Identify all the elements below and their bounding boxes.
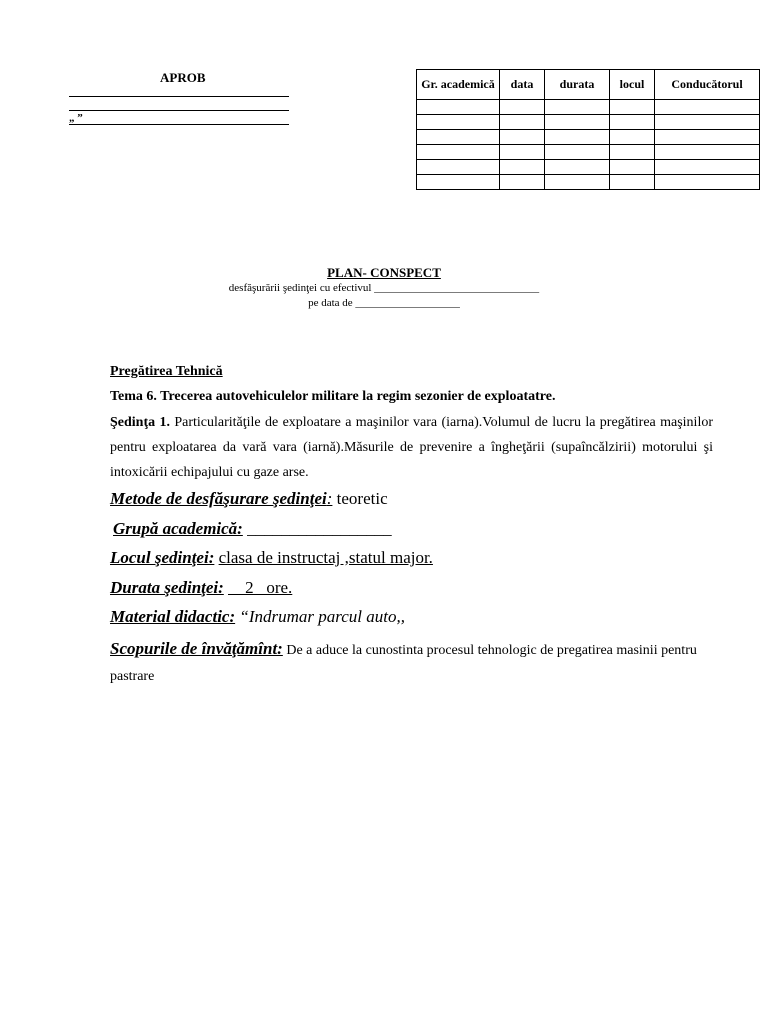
table-cell[interactable]: [417, 145, 500, 160]
table-row: [417, 160, 760, 175]
table-cell[interactable]: [545, 130, 610, 145]
table-cell[interactable]: [545, 160, 610, 175]
table-cell[interactable]: [417, 175, 500, 190]
table-cell[interactable]: [610, 145, 655, 160]
table-cell[interactable]: [655, 100, 760, 115]
table-cell[interactable]: [610, 130, 655, 145]
theme-heading: Tema 6. Trecerea autovehiculelor militare la regim sezonier de exploatatre.: [110, 389, 556, 404]
table-cell[interactable]: [417, 130, 500, 145]
goals-value: De a aduce la cunostinta procesul tehnologic de pregatirea masinii pentru pastrare: [110, 643, 697, 684]
header-date: data: [500, 70, 545, 100]
methods-label: Metode de desfăşurare şedinţei: [110, 489, 327, 508]
group-line: [113, 519, 716, 539]
header-duration: durata: [545, 70, 610, 100]
approval-date-line: [69, 124, 289, 125]
group-value: _________________: [242, 519, 392, 538]
table-cell[interactable]: [545, 145, 610, 160]
session-label: Şedinţa 1.: [110, 415, 170, 430]
header-leader: Conducătorul: [655, 70, 760, 100]
table-cell[interactable]: [655, 115, 760, 130]
table-cell[interactable]: [655, 160, 760, 175]
subject-heading: Pregătirea Tehnică: [110, 364, 223, 379]
table-header-row: [417, 70, 760, 100]
methods-line: [110, 489, 713, 509]
table-cell[interactable]: [500, 115, 545, 130]
material-value: “Indrumar parcul auto,,: [235, 607, 405, 626]
table-row: [417, 100, 760, 115]
duration-line: [110, 578, 713, 598]
place-line: [110, 548, 713, 568]
table-row: [417, 115, 760, 130]
table-cell[interactable]: [500, 160, 545, 175]
table-cell[interactable]: [500, 145, 545, 160]
place-label: Locul şedinţei:: [110, 548, 215, 567]
material-label: Material didactic:: [110, 607, 236, 626]
table-row: [417, 145, 760, 160]
group-label: Grupă academică:: [113, 519, 243, 538]
material-line: [110, 607, 713, 627]
table-cell[interactable]: [545, 100, 610, 115]
session-paragraph: [110, 410, 713, 485]
table-row: [417, 175, 760, 190]
duration-label: Durata şedinţei:: [110, 578, 224, 597]
goals-label: Scopurile de învăţămînt:: [110, 639, 283, 658]
table-cell[interactable]: [655, 175, 760, 190]
schedule-table: [416, 69, 760, 190]
methods-colon: :: [326, 489, 333, 508]
plan-subtitle-line: desfăşurării şedinţei cu efectivul ______________________________: [228, 282, 540, 294]
table-cell[interactable]: [610, 115, 655, 130]
table-cell[interactable]: [545, 175, 610, 190]
approval-signature-line: [69, 96, 289, 97]
table-cell[interactable]: [610, 175, 655, 190]
table-cell[interactable]: [655, 130, 760, 145]
plan-date-line: pe data de ___________________: [308, 297, 460, 309]
table-cell[interactable]: [500, 175, 545, 190]
table-cell[interactable]: [417, 115, 500, 130]
table-cell[interactable]: [545, 115, 610, 130]
place-value: clasa de instructaj ,statul major.: [218, 548, 433, 567]
goals-paragraph: [110, 636, 713, 690]
table-cell[interactable]: [500, 130, 545, 145]
table-cell[interactable]: [417, 100, 500, 115]
table-cell[interactable]: [610, 160, 655, 175]
table-cell[interactable]: [417, 160, 500, 175]
session-text: Particularităţile de exploatare a maşinilor vara (iarna).Volumul de lucru la pregătirea maşinilor pentru exploatarea da vară vara (iarnă).Măsurile de prevenire a îngheţării (supaîncălzirii) motorului şi intoxicării echipajului cu gaze arse.: [110, 415, 713, 480]
table-cell[interactable]: [655, 145, 760, 160]
approval-title: APROB: [160, 70, 206, 85]
approval-date-marks: „ ”: [69, 112, 83, 124]
duration-value: __2_ ore.: [228, 578, 293, 597]
approval-name-line: [69, 110, 289, 111]
table-cell[interactable]: [610, 100, 655, 115]
header-place: locul: [610, 70, 655, 100]
methods-value: teoretic: [332, 489, 388, 508]
table-row: [417, 130, 760, 145]
plan-title: PLAN- CONSPECT: [327, 265, 441, 280]
table-cell[interactable]: [500, 100, 545, 115]
header-group: Gr. academică: [417, 70, 500, 100]
